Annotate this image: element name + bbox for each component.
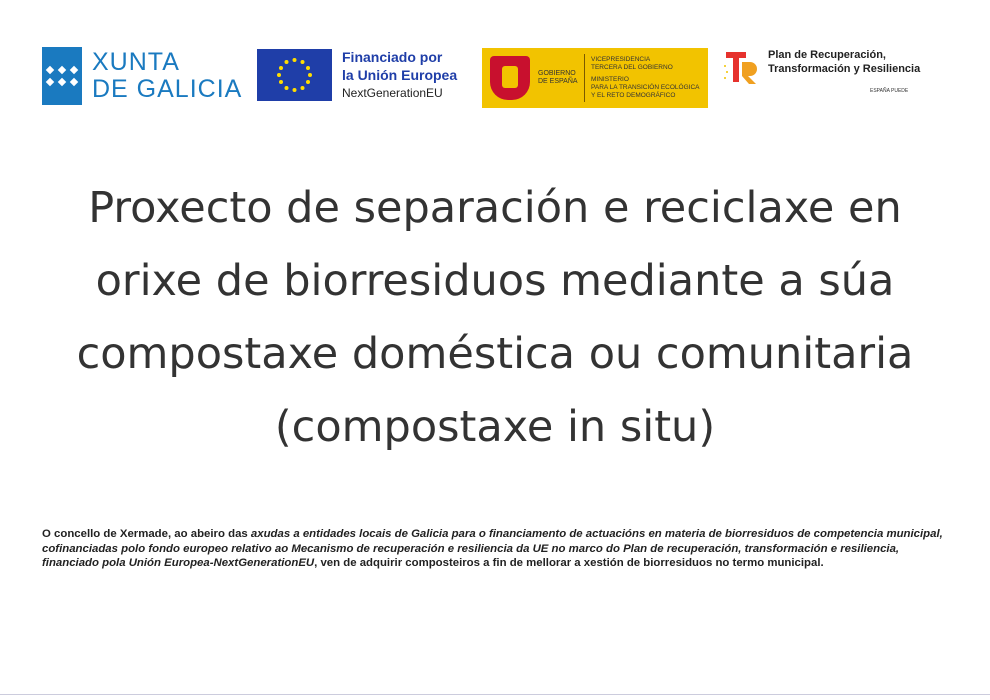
body-part1: O concello de Xermade, ao abeiro das <box>42 528 251 540</box>
gobierno-right-text <box>591 56 700 100</box>
title-line2: orixe de biorresiduos mediante a súa <box>95 256 895 306</box>
eu-text <box>342 48 457 102</box>
gobierno-logo <box>482 48 708 108</box>
galicia-crest-icon <box>42 47 82 105</box>
prtr-line1: Plan de Recuperación, <box>768 49 886 61</box>
xunta-line1: XUNTA <box>92 48 180 76</box>
prtr-text <box>768 48 920 86</box>
title-line3: compostaxe doméstica ou comunitaria <box>76 329 914 379</box>
description-paragraph <box>42 527 957 571</box>
xunta-logo <box>42 47 242 105</box>
espana-puede-mark: ESPAÑA PUEDE <box>870 88 909 94</box>
eu-flag-icon <box>257 49 332 101</box>
page-title <box>40 172 950 464</box>
title-line4: (compostaxe in situ) <box>274 402 716 452</box>
gob-right2: TERCERA DEL GOBIERNO <box>591 64 673 71</box>
eu-line1: Financiado por <box>342 49 443 65</box>
gob-right4: PARA LA TRANSICIÓN ECOLÓGICA <box>591 84 700 91</box>
xunta-line2: DE GALICIA <box>92 75 243 103</box>
gob-divider <box>584 54 585 102</box>
gobierno-left-text <box>538 70 578 86</box>
eu-line2: la Unión Europea <box>342 67 458 83</box>
body-part2-italic: axudas a entidades locais de Galicia para o financiamento de actuacións en materia de biorresiduos de competencia municipal, cofinanciadas polo fondo europeo relativo ao Mecanismo de recuperación e resiliencia da UE no marco do Plan de recuperación, transformación e resiliencia, financiado pola Unión Europea-NextGenerationEU <box>42 528 943 569</box>
logo-bar <box>0 0 990 130</box>
prtr-tr-icon <box>722 48 760 86</box>
prtr-logo <box>722 48 921 94</box>
gob-right1: VICEPRESIDENCIA <box>591 56 651 63</box>
eu-logo <box>257 48 457 102</box>
eu-line3: NextGenerationEU <box>342 86 443 100</box>
bottom-edge-line <box>0 694 990 695</box>
gob-right3: MINISTERIO <box>591 76 629 83</box>
gob-right5: Y EL RETO DEMOGRÁFICO <box>591 92 676 99</box>
title-line1: Proxecto de separación e reciclaxe en <box>88 183 902 233</box>
gob-left2: DE ESPAÑA <box>538 78 578 85</box>
prtr-line2: Transformación y Resiliencia <box>768 63 921 75</box>
xunta-text <box>92 49 242 103</box>
body-part3: , ven de adquirir composteiros a fin de mellorar a xestión de biorresiduos no termo municipal. <box>314 557 824 569</box>
gob-left1: GOBIERNO <box>538 70 576 77</box>
spain-coat-of-arms-icon <box>490 56 530 100</box>
